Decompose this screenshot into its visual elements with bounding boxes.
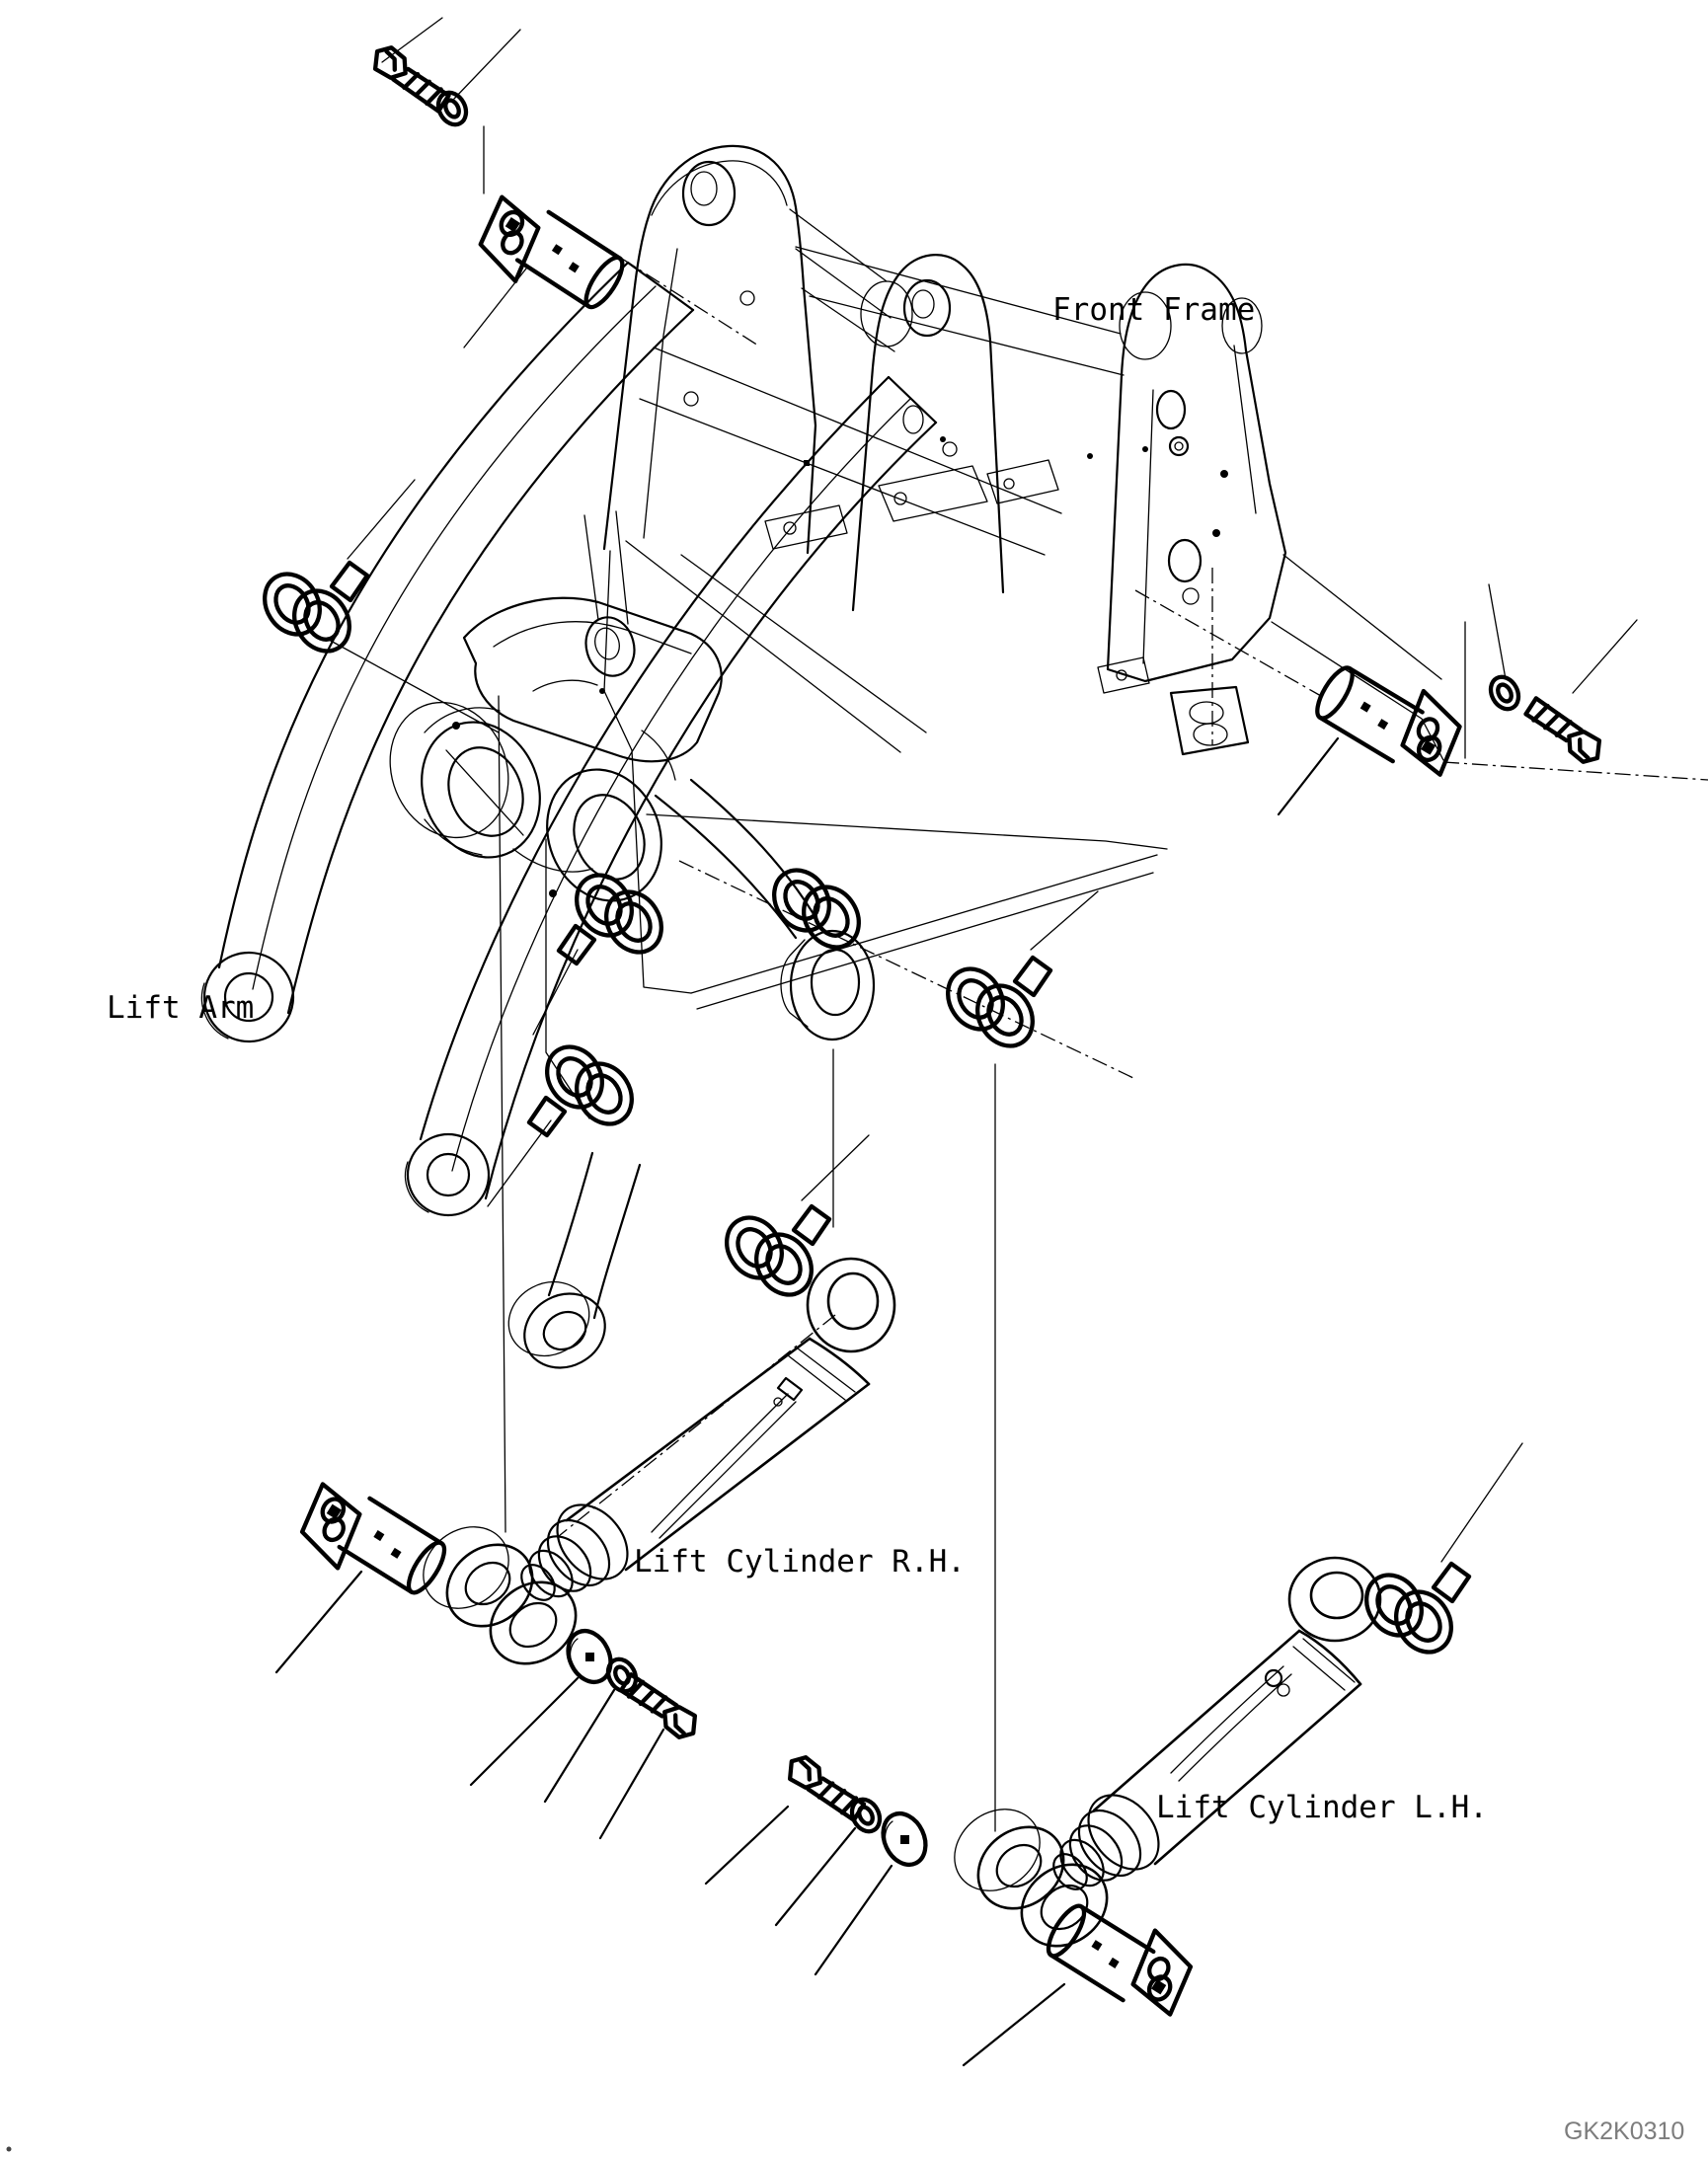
scan-dot <box>7 2147 12 2152</box>
pin-upper-left <box>467 187 629 329</box>
front-frame-structure <box>604 146 1443 1040</box>
end-plate-cylinder-lh <box>875 1807 933 1872</box>
washer-right <box>1486 672 1524 714</box>
label-lift-cylinder-rh: Lift Cylinder R.H. <box>634 1544 966 1579</box>
lift-cylinder-rh-structure <box>407 1259 894 1680</box>
bushing-set-cylinder-rh-head <box>716 1206 829 1305</box>
bushing-set-frame-eye <box>937 958 1050 1056</box>
leader-lines <box>276 18 1637 2065</box>
lift-cylinder-lh-structure <box>938 1558 1380 1963</box>
bolt-right <box>1521 698 1607 767</box>
bushing-set-center-upper <box>559 865 672 963</box>
lift-arm-structure <box>201 263 936 1382</box>
bushing-set-center-rear <box>763 860 870 958</box>
drawing-code: GK2K0310 <box>1564 2118 1685 2145</box>
pin-cylinder-lh-rod <box>1042 1885 1203 2025</box>
bolt-cylinder-lh <box>783 1752 869 1820</box>
bolt-cylinder-rh <box>616 1674 702 1742</box>
pin-cylinder-rh-rod <box>289 1473 451 1613</box>
pin-right <box>1311 647 1473 786</box>
label-lift-cylinder-lh: Lift Cylinder L.H. <box>1156 1790 1488 1825</box>
bushing-set-cylinder-lh-head <box>1356 1564 1469 1662</box>
label-front-frame: Front Frame <box>1052 292 1256 328</box>
bushing-set-left <box>254 563 367 661</box>
label-lift-arm: Lift Arm <box>107 990 255 1026</box>
